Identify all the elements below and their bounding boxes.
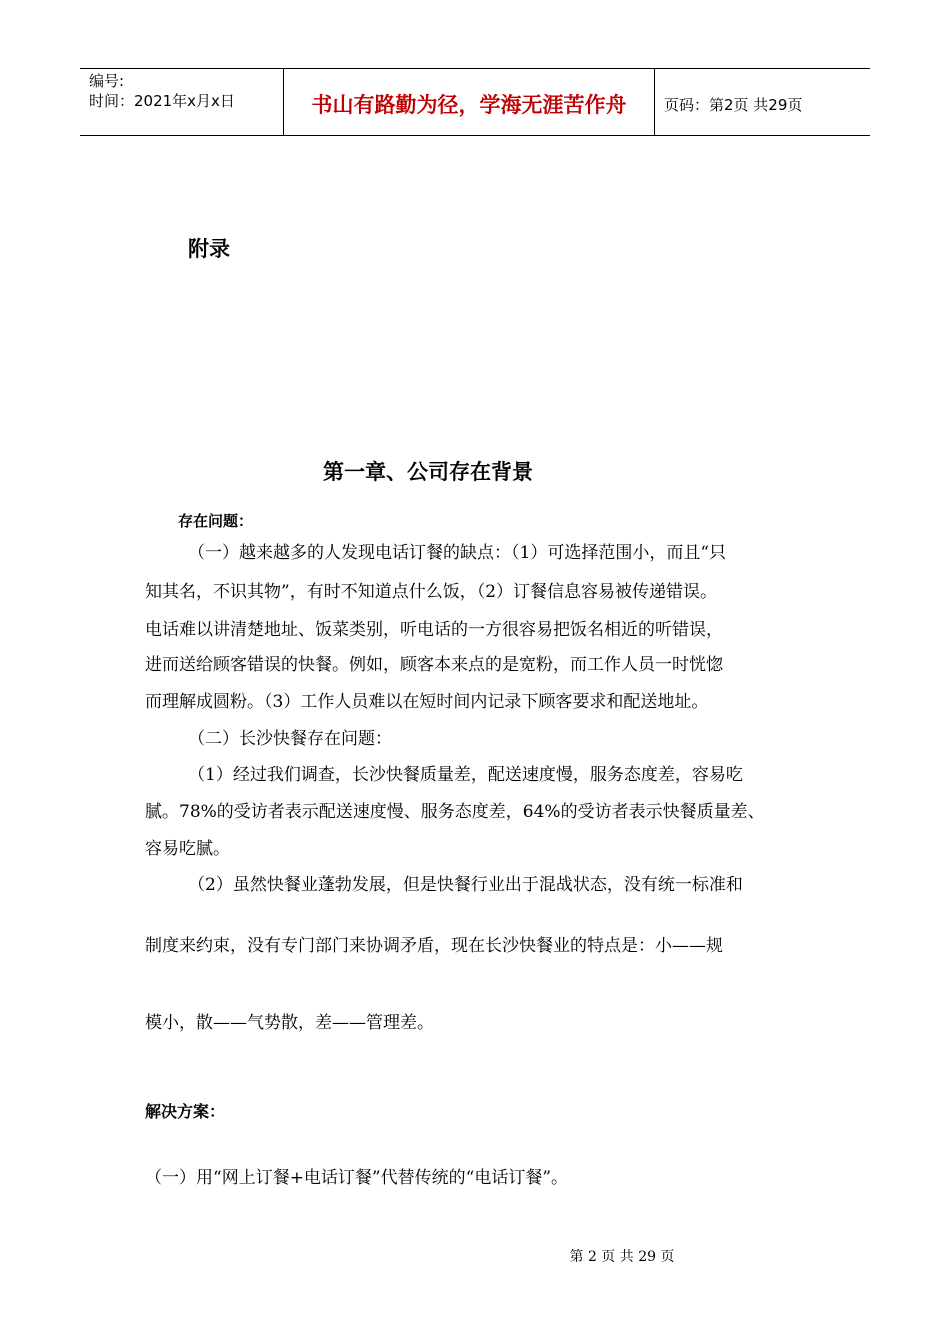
- body-line: 制度来约束，没有专门部门来协调矛盾，现在长沙快餐业的特点是：小——规: [145, 936, 723, 956]
- document-date: 时间：2021年x月x日: [89, 92, 235, 110]
- body-line: 而理解成圆粉。（3）工作人员难以在短时间内记录下顾客要求和配送地址。: [145, 692, 709, 712]
- header-meta: [80, 69, 283, 135]
- document-number-label: 编号:: [89, 72, 125, 90]
- body-line: 电话难以讲清楚地址、饭菜类别，听电话的一方很容易把饭名相近的听错误，: [145, 620, 723, 640]
- chapter-title: 第一章、公司存在背景: [323, 460, 533, 484]
- body-line: （2）虽然快餐业蓬勃发展，但是快餐行业出于混战状态，没有统一标准和: [188, 875, 743, 895]
- header-page-info: 页码：第2页 共29页: [664, 95, 803, 114]
- solution-line: （一）用“网上订餐+电话订餐”代替传统的“电话订餐”。: [145, 1168, 569, 1188]
- page-header: [80, 68, 870, 136]
- body-line: 知其名，不识其物”，有时不知道点什么饭，（2）订餐信息容易被传递错误。: [145, 582, 718, 602]
- solutions-label: 解决方案：: [145, 1102, 226, 1121]
- problems-label: 存在问题：: [178, 512, 254, 530]
- body-line: （一）越来越多的人发现电话订餐的缺点：（1）可选择范围小，而且“只: [188, 543, 727, 563]
- body-line: 腻。78%的受访者表示配送速度慢、服务态度差，64%的受访者表示快餐质量差、: [145, 802, 765, 822]
- body-line: 模小，散——气势散，差——管理差。: [145, 1013, 434, 1033]
- body-line: （1）经过我们调查，长沙快餐质量差，配送速度慢，服务态度差，容易吃: [188, 765, 743, 785]
- appendix-title: 附录: [188, 237, 230, 261]
- body-line: 容易吃腻。: [145, 839, 230, 859]
- page-footer: 第 2 页 共 29 页: [569, 1249, 675, 1265]
- body-line: 进而送给顾客错误的快餐。例如，顾客本来点的是宽粉，而工作人员一时恍惚: [145, 655, 723, 675]
- header-motto: 书山有路勤为径，学海无涯苦作舟: [283, 69, 655, 135]
- body-line: （二）长沙快餐存在问题：: [188, 729, 392, 749]
